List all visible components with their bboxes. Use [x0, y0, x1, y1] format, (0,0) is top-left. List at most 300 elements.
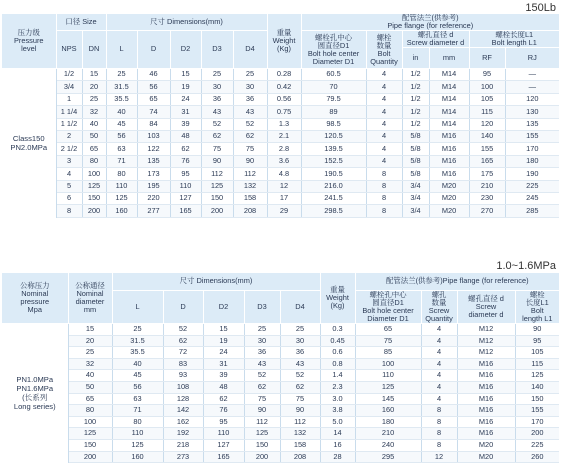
table-cell: 98.5 [301, 118, 366, 130]
table-cell: 5/8 [402, 155, 429, 167]
table-cell: 3.6 [267, 155, 301, 167]
table-cell: 40 [68, 370, 112, 382]
table-cell: 1 [56, 93, 82, 105]
table-cell: 43 [201, 106, 233, 118]
header-bolt-hole-center: 螺栓孔中心 圆直径D1 Bolt hole center Diameter D1 [355, 291, 421, 324]
header-dn: DN [82, 31, 106, 69]
table-cell: 3 [56, 155, 82, 167]
table-cell: 62 [201, 130, 233, 142]
table-cell: 1 1/4 [56, 106, 82, 118]
table-cell: 95 [515, 335, 559, 347]
table-cell: 110 [112, 428, 163, 440]
header-bolt-quantity: 螺栓 数量 Bolt Quantity [366, 31, 402, 69]
table-cell: M20 [457, 451, 515, 463]
table-cell: 30 [201, 81, 233, 93]
table1-standard-label: 150Lb [525, 2, 556, 14]
table-cell: 52 [201, 118, 233, 130]
table-cell: 108 [163, 381, 203, 393]
table-cell: 0.42 [267, 81, 301, 93]
table-cell: 95 [469, 69, 505, 81]
table-cell: 245 [505, 192, 559, 204]
table-row [2, 180, 559, 192]
table-cell: 115 [469, 106, 505, 118]
table-cell: M16 [457, 428, 515, 440]
table-cell: 105 [469, 93, 505, 105]
table-cell: 3.8 [320, 405, 355, 417]
table-cell: 2 [56, 130, 82, 142]
header-nps: NPS [56, 31, 82, 69]
table-cell: 48 [203, 381, 244, 393]
table-cell: 95 [203, 416, 244, 428]
table-cell: 112 [201, 168, 233, 180]
table-cell: 210 [355, 428, 421, 440]
table-cell: 127 [170, 192, 201, 204]
table-cell: 19 [170, 81, 201, 93]
table-cell: 25 [68, 347, 112, 359]
table-cell: 210 [469, 180, 505, 192]
table-150lb [2, 14, 559, 218]
table-cell: 95 [170, 168, 201, 180]
table-row [2, 155, 559, 167]
table-cell: 0.45 [320, 335, 355, 347]
table-cell: 15 [203, 324, 244, 336]
table-row [2, 393, 559, 405]
table-cell: 32 [68, 358, 112, 370]
table-cell: 4 [421, 393, 457, 405]
table-cell: 50 [82, 130, 106, 142]
table-cell: 31.5 [106, 81, 137, 93]
header-weight: 重量 Weight (Kg) [267, 14, 301, 69]
table-cell: 103 [137, 130, 170, 142]
table-cell: 100 [68, 416, 112, 428]
table-cell: 25 [106, 69, 137, 81]
header-bolt-length: 螺栓长度L1 Bolt length L1 [469, 31, 559, 48]
table-cell: 150 [201, 192, 233, 204]
table-cell: 139.5 [301, 143, 366, 155]
table-cell: 241.5 [301, 192, 366, 204]
table-cell: 240 [355, 439, 421, 451]
table-cell: 83 [163, 358, 203, 370]
table-cell: 4 [366, 106, 402, 118]
table-cell: 1/2 [402, 69, 429, 81]
table-cell: 20 [82, 81, 106, 93]
table-cell: 65 [82, 143, 106, 155]
table-cell: 1 1/2 [56, 118, 82, 130]
header-bolt-hole-center: 螺栓孔中心 圆直径D1 Bolt hole center Diameter D1 [301, 31, 366, 69]
table-cell: 50 [68, 381, 112, 393]
table-cell: 25 [82, 93, 106, 105]
table-cell: 112 [244, 416, 280, 428]
table-cell: 200 [201, 205, 233, 217]
table-cell: 60.5 [301, 69, 366, 81]
table-cell: 4 [366, 130, 402, 142]
table-cell: 25 [112, 324, 163, 336]
table-cell: 43 [280, 358, 320, 370]
table-cell: 4 [421, 370, 457, 382]
table-cell: 72 [163, 347, 203, 359]
table-cell: 70 [301, 81, 366, 93]
table-cell: 8 [421, 428, 457, 440]
table-cell: 170 [505, 143, 559, 155]
header-pipe-flange: 配管法兰(供参考) Pipe flange (for reference) [301, 14, 559, 31]
table-cell: 4 [421, 324, 457, 336]
table-cell: 71 [106, 155, 137, 167]
table-cell: 2 1/2 [56, 143, 82, 155]
table-cell: 62 [170, 143, 201, 155]
table-cell: 52 [163, 324, 203, 336]
table-cell: 5/8 [402, 168, 429, 180]
header-nominal-diameter: 公称通径 Nominal diameter mm [68, 273, 112, 324]
table-cell: 62 [280, 381, 320, 393]
table-cell: 165 [203, 451, 244, 463]
table-row [2, 358, 559, 370]
header-d3: D3 [244, 291, 280, 324]
table-cell: 56 [112, 381, 163, 393]
table-cell: 1/2 [402, 81, 429, 93]
table-cell: 165 [469, 155, 505, 167]
table-cell: M12 [457, 324, 515, 336]
table-cell: 75 [355, 335, 421, 347]
table-cell: M20 [429, 180, 469, 192]
table-cell: 0.3 [320, 324, 355, 336]
table-row [2, 405, 559, 417]
table-cell: 5.0 [320, 416, 355, 428]
table-cell: 43 [233, 106, 267, 118]
table-cell: 15 [82, 69, 106, 81]
table-cell: 158 [233, 192, 267, 204]
table-cell: M16 [429, 130, 469, 142]
table-cell: 12 [421, 451, 457, 463]
table-cell: 4.8 [267, 168, 301, 180]
table-cell: 150 [68, 439, 112, 451]
table-cell: 125 [244, 428, 280, 440]
table-row [2, 439, 559, 451]
header-mm: mm [429, 48, 469, 69]
table-cell: 100 [469, 81, 505, 93]
header-screw-diameter: 螺孔直径 d Screw diameter d [402, 31, 469, 48]
table-cell: M14 [429, 106, 469, 118]
table-cell: 52 [280, 370, 320, 382]
table-row [2, 370, 559, 382]
table-row [2, 106, 559, 118]
table-cell: 36 [233, 93, 267, 105]
table-cell: 110 [355, 370, 421, 382]
header-rj: RJ [505, 48, 559, 69]
table-cell: 46 [137, 69, 170, 81]
table-cell: 180 [505, 155, 559, 167]
table-row [2, 118, 559, 130]
table-cell: — [505, 69, 559, 81]
table-cell: 125 [355, 381, 421, 393]
table-cell: 36 [244, 347, 280, 359]
table-cell: 125 [82, 180, 106, 192]
table-cell: 36 [201, 93, 233, 105]
table-cell: 35.5 [106, 93, 137, 105]
table-row [2, 335, 559, 347]
table-cell: 71 [112, 405, 163, 417]
table-cell: M16 [457, 416, 515, 428]
table-cell: 273 [163, 451, 203, 463]
table-cell: 80 [112, 416, 163, 428]
table-cell: 200 [244, 451, 280, 463]
table-cell: 173 [137, 168, 170, 180]
table-cell: 150 [244, 439, 280, 451]
table-cell: M14 [429, 69, 469, 81]
table-cell: 5/8 [402, 143, 429, 155]
table-cell: 90 [244, 405, 280, 417]
table-cell: 45 [106, 118, 137, 130]
table-cell: 105 [515, 347, 559, 359]
table-cell: 76 [203, 405, 244, 417]
table-cell: 2.8 [267, 143, 301, 155]
table-cell: 120 [505, 93, 559, 105]
table-cell: 8 [366, 180, 402, 192]
table-cell: 122 [137, 143, 170, 155]
table-cell: 24 [203, 347, 244, 359]
table-cell: 130 [505, 106, 559, 118]
table-cell: 135 [505, 118, 559, 130]
header-l: L [106, 31, 137, 69]
header-screw-quantity: 螺孔 数量 Screw Quantity [421, 291, 457, 324]
table-cell: 36 [280, 347, 320, 359]
table-cell: 125 [68, 428, 112, 440]
table-cell: 125 [201, 180, 233, 192]
table-cell: M20 [457, 439, 515, 451]
table-cell: 162 [163, 416, 203, 428]
table-cell: 8 [421, 405, 457, 417]
table-cell: 14 [320, 428, 355, 440]
table-cell: 62 [233, 130, 267, 142]
header-l: L [112, 291, 163, 324]
table-cell: M16 [457, 358, 515, 370]
table-cell: 2.1 [267, 130, 301, 142]
table-cell: 39 [203, 370, 244, 382]
table-cell: 17 [267, 192, 301, 204]
table-cell: 155 [469, 143, 505, 155]
table-row [2, 143, 559, 155]
table-cell: 120.5 [301, 130, 366, 142]
table-cell: 216.0 [301, 180, 366, 192]
table-cell: 128 [163, 393, 203, 405]
table-cell: 90 [233, 155, 267, 167]
table-cell: 3/4 [402, 192, 429, 204]
table-cell: 75 [233, 143, 267, 155]
table-cell: 1/2 [402, 106, 429, 118]
table-cell: 6 [56, 192, 82, 204]
table-cell: 220 [137, 192, 170, 204]
table-cell: 85 [355, 347, 421, 359]
table-cell: 285 [505, 205, 559, 217]
table-cell: M16 [429, 155, 469, 167]
table-row [2, 416, 559, 428]
header-d4: D4 [280, 291, 320, 324]
table-cell: 190.5 [301, 168, 366, 180]
table-cell: 110 [203, 428, 244, 440]
table-cell: 45 [112, 370, 163, 382]
table-cell: 62 [203, 393, 244, 405]
table-cell: 140 [515, 381, 559, 393]
table-cell: 74 [137, 106, 170, 118]
table-cell: 89 [301, 106, 366, 118]
table-cell: 5 [56, 180, 82, 192]
table-cell: 31 [170, 106, 201, 118]
table-cell: 112 [233, 168, 267, 180]
table-cell: 12 [267, 180, 301, 192]
table-cell: 225 [505, 180, 559, 192]
table-cell: M14 [429, 118, 469, 130]
table-cell: 63 [106, 143, 137, 155]
table-cell: 8 [421, 416, 457, 428]
header-d: D [163, 291, 203, 324]
table-cell: 63 [112, 393, 163, 405]
table-cell: 8 [366, 192, 402, 204]
table-cell: 15 [68, 324, 112, 336]
table-cell: — [505, 81, 559, 93]
table-row [2, 168, 559, 180]
table-cell: 30 [280, 335, 320, 347]
table-cell: 3/4 [56, 81, 82, 93]
header-weight: 重量 Weight (Kg) [320, 273, 355, 324]
header-dimensions: 尺寸 Dimensions(mm) [106, 14, 267, 31]
table-cell: 125 [106, 192, 137, 204]
table-cell: 20 [68, 335, 112, 347]
table-cell: 15 [170, 69, 201, 81]
table-row [2, 69, 559, 81]
table-cell: 230 [469, 192, 505, 204]
table-cell: 4 [366, 81, 402, 93]
header-pipe-flange: 配管法兰(供参考)Pipe flange (for reference) [355, 273, 559, 291]
table-cell: 225 [515, 439, 559, 451]
table-cell: 132 [233, 180, 267, 192]
table-cell: 43 [244, 358, 280, 370]
table-cell: 1/2 [402, 93, 429, 105]
table-cell: 56 [106, 130, 137, 142]
table-cell: 75 [244, 393, 280, 405]
table-cell: M16 [429, 168, 469, 180]
table-row [2, 324, 559, 336]
table-cell: 31 [203, 358, 244, 370]
table-cell: 30 [244, 335, 280, 347]
table-cell: 56 [137, 81, 170, 93]
header-bolt-length: 螺栓 长度L1 Bolt length L1 [515, 291, 559, 324]
table-cell: 24 [170, 93, 201, 105]
table-cell: 25 [244, 324, 280, 336]
table-cell: 25 [201, 69, 233, 81]
table-cell: 150 [515, 393, 559, 405]
table-cell: 62 [244, 381, 280, 393]
table-cell: 3/4 [402, 180, 429, 192]
table-cell: 25 [233, 69, 267, 81]
table-cell: 65 [68, 393, 112, 405]
table-cell: 155 [505, 130, 559, 142]
table-cell: 140 [469, 130, 505, 142]
table-cell: 132 [280, 428, 320, 440]
table-cell: 35.5 [112, 347, 163, 359]
table-cell: 142 [163, 405, 203, 417]
table-cell: 160 [106, 205, 137, 217]
table-cell: 4 [366, 118, 402, 130]
table-cell: 155 [515, 405, 559, 417]
table-cell: 100 [355, 358, 421, 370]
table-cell: M20 [429, 192, 469, 204]
table-cell: 110 [170, 180, 201, 192]
table-cell: 200 [82, 205, 106, 217]
table-cell: 270 [469, 205, 505, 217]
table-cell: 4 [366, 155, 402, 167]
table-row [2, 451, 559, 463]
table-cell: 115 [515, 358, 559, 370]
table-cell: M20 [429, 205, 469, 217]
table-cell: 65 [137, 93, 170, 105]
table-cell: M12 [457, 347, 515, 359]
table-cell: 0.6 [320, 347, 355, 359]
table-cell: 3/4 [402, 205, 429, 217]
table-cell: 40 [82, 118, 106, 130]
table-cell: 52 [244, 370, 280, 382]
table-cell: M14 [429, 81, 469, 93]
header-dimensions: 尺寸 Dimensions(mm) [112, 273, 320, 291]
table-cell: 0.8 [320, 358, 355, 370]
header-rf: RF [469, 48, 505, 69]
header-nominal-pressure: 公称压力 Nominal pressure Mpa [2, 273, 68, 324]
table-cell: 192 [163, 428, 203, 440]
table-cell: 208 [233, 205, 267, 217]
table-cell: 298.5 [301, 205, 366, 217]
table-cell: 65 [355, 324, 421, 336]
table-cell: 150 [82, 192, 106, 204]
table-row [2, 205, 559, 217]
table-cell: 0.75 [267, 106, 301, 118]
table-cell: 8 [56, 205, 82, 217]
table-pn-long-series [2, 273, 559, 463]
table-cell: 175 [469, 168, 505, 180]
table-cell: 32 [82, 106, 106, 118]
table-cell: 29 [267, 205, 301, 217]
table-cell: 28 [320, 451, 355, 463]
table-cell: 52 [233, 118, 267, 130]
table-cell: 4 [421, 347, 457, 359]
header-d3: D3 [201, 31, 233, 69]
table-cell: 160 [112, 451, 163, 463]
table-cell: 80 [82, 155, 106, 167]
table-cell: 8 [421, 439, 457, 451]
table-cell: 170 [515, 416, 559, 428]
table-cell: 19 [203, 335, 244, 347]
table-cell: 16 [320, 439, 355, 451]
table-cell: M16 [457, 405, 515, 417]
header-d: D [137, 31, 170, 69]
table-cell: 4 [366, 69, 402, 81]
table2-standard-label: 1.0~1.6MPa [496, 260, 556, 272]
table-cell: 40 [112, 358, 163, 370]
table-cell: 135 [137, 155, 170, 167]
table-cell: 31.5 [112, 335, 163, 347]
header-pressure-level: 压力级 Pressure level [2, 14, 56, 69]
table-cell: 25 [280, 324, 320, 336]
table-row [2, 381, 559, 393]
table-cell: 84 [137, 118, 170, 130]
table-cell: 110 [106, 180, 137, 192]
table-cell: 62 [163, 335, 203, 347]
table-row [2, 130, 559, 142]
table-cell: 5/8 [402, 130, 429, 142]
table-cell: 4 [421, 381, 457, 393]
table-cell: 4 [366, 143, 402, 155]
table-cell: 260 [515, 451, 559, 463]
table-cell: 190 [505, 168, 559, 180]
header-size: 口径 Size [56, 14, 106, 31]
table-cell: 76 [170, 155, 201, 167]
